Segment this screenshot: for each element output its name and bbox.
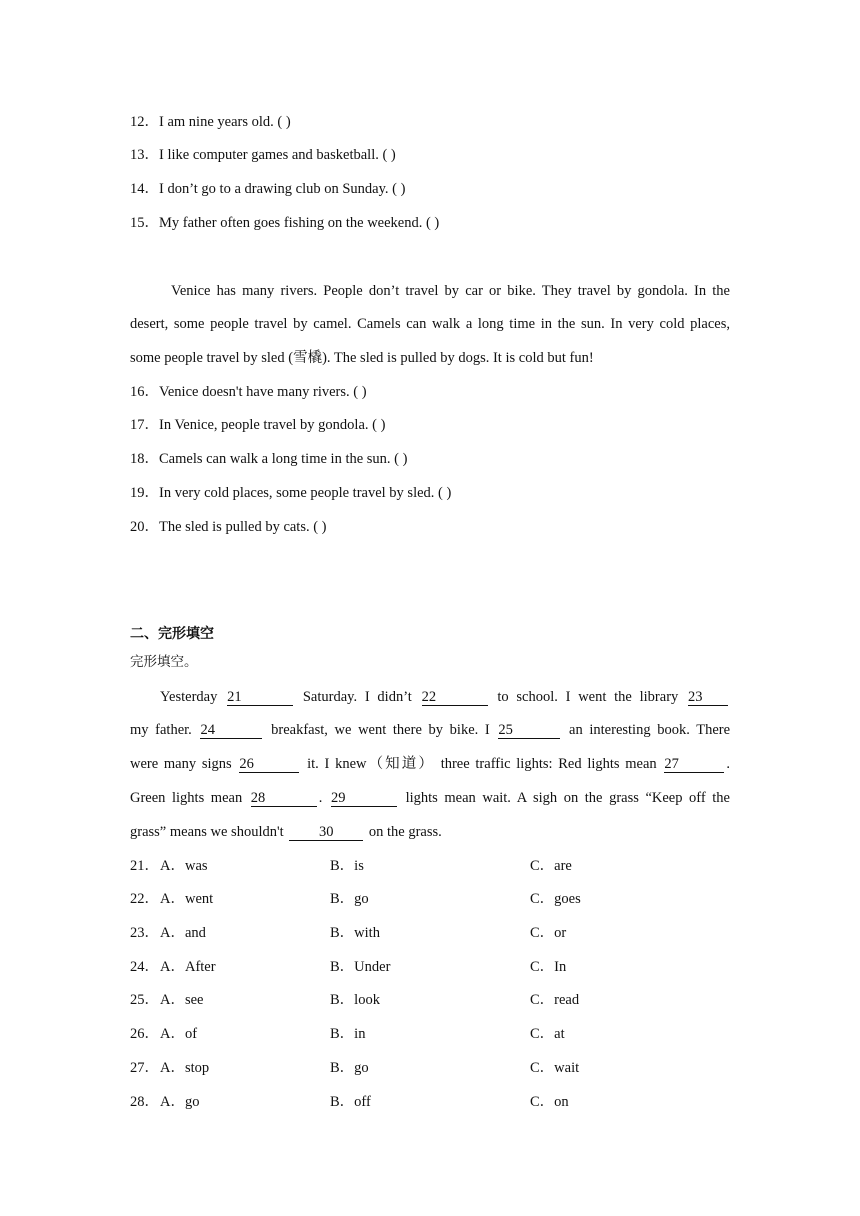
option-b: B．go (330, 891, 369, 907)
option-a: A．went (160, 891, 214, 907)
option-number: 28． (130, 1094, 159, 1110)
option-c: C．In (530, 959, 567, 975)
question-14 (130, 179, 405, 199)
cloze-line-3: were many signs 26 it. I knew（知道） three traffic lights: Red lights mean 27 . (130, 756, 731, 772)
option-c: C．on (530, 1094, 569, 1110)
option-c: C．read (530, 992, 580, 1008)
question-text: My father often goes fishing on the weekend. ( ) (159, 215, 440, 231)
question-17 (130, 415, 385, 435)
option-c: C．or (530, 925, 567, 941)
blank-22: 22 (422, 689, 488, 706)
question-text: In very cold places, some people travel by sled. ( ) (159, 485, 452, 501)
option-b: B．with (330, 925, 380, 941)
option-c: C．at (530, 1026, 565, 1042)
option-a: A．and (160, 925, 206, 941)
blank-29: 29 (331, 790, 397, 807)
option-c: C．are (530, 858, 572, 874)
blank-24: 24 (200, 722, 262, 739)
question-text: I like computer games and basketball. ( ) (159, 147, 396, 163)
option-b: B．is (330, 858, 364, 874)
option-number: 22． (130, 891, 159, 907)
option-a: A．of (160, 1026, 198, 1042)
question-number: 14． (130, 181, 159, 197)
blank-27: 27 (664, 756, 724, 773)
question-text: In Venice, people travel by gondola. ( ) (159, 417, 386, 433)
question-15 (130, 213, 439, 233)
question-number: 13． (130, 147, 159, 163)
option-number: 25． (130, 992, 159, 1008)
question-text: I am nine years old. ( ) (159, 114, 291, 130)
question-number: 18． (130, 451, 159, 467)
blank-28: 28 (251, 790, 317, 807)
question-number: 15． (130, 215, 159, 231)
cloze-line-4: Green lights mean 28 . 29 lights mean wait. A sigh on the grass “Keep off the (130, 790, 730, 806)
passage-line-2: desert, some people travel by camel. Camels can walk a long time in the sun. In very cold places, (130, 316, 730, 332)
option-b: B．in (330, 1026, 366, 1042)
option-b: B．look (330, 992, 380, 1008)
blank-23: 23 (688, 689, 728, 706)
passage-line-1: Venice has many rivers. People don’t travel by car or bike. They travel by gondola. In the (171, 283, 730, 299)
question-number: 17． (130, 417, 159, 433)
blank-26: 26 (239, 756, 299, 773)
question-text: I don’t go to a drawing club on Sunday. ( ) (159, 181, 406, 197)
question-number: 16． (130, 384, 159, 400)
question-20 (130, 517, 327, 537)
option-a: A．go (160, 1094, 200, 1110)
option-a: A．was (160, 858, 208, 874)
option-b: B．off (330, 1094, 371, 1110)
option-c: C．goes (530, 891, 581, 907)
section-heading: 二、完形填空 (130, 626, 214, 642)
cloze-line-2: my father. 24 breakfast, we went there by bike. I 25 an interesting book. There (130, 722, 731, 738)
option-number: 26． (130, 1026, 159, 1042)
option-number: 21． (130, 858, 159, 874)
blank-25: 25 (498, 722, 560, 739)
question-number: 12． (130, 114, 159, 130)
cloze-line-5: grass” means we shouldn't 30 on the grass. (130, 824, 442, 840)
question-18 (130, 449, 407, 469)
blank-21: 21 (227, 689, 293, 706)
question-12 (130, 112, 291, 132)
blank-30: 30 (289, 824, 363, 841)
option-a: A．see (160, 992, 204, 1008)
section-instruction: 完形填空。 (130, 654, 198, 670)
cloze-line-1: Yesterday 21 Saturday. I didn’t 22 to school. I went the library 23 (130, 687, 730, 707)
option-b: B．Under (330, 959, 391, 975)
option-number: 23． (130, 925, 159, 941)
question-text: Venice doesn't have many rivers. ( ) (159, 384, 367, 400)
question-16 (130, 382, 367, 402)
option-number: 27． (130, 1060, 159, 1076)
option-a: A．stop (160, 1060, 210, 1076)
passage-line-3: some people travel by sled (雪橇). The sled is pulled by dogs. It is cold but fun! (130, 350, 594, 366)
question-13 (130, 145, 396, 165)
question-text: Camels can walk a long time in the sun. ( ) (159, 451, 408, 467)
question-number: 20． (130, 519, 159, 535)
option-a: A．After (160, 959, 216, 975)
option-b: B．go (330, 1060, 369, 1076)
question-text: The sled is pulled by cats. ( ) (159, 519, 327, 535)
option-number: 24． (130, 959, 159, 975)
option-c: C．wait (530, 1060, 580, 1076)
question-number: 19． (130, 485, 159, 501)
question-19 (130, 483, 451, 503)
